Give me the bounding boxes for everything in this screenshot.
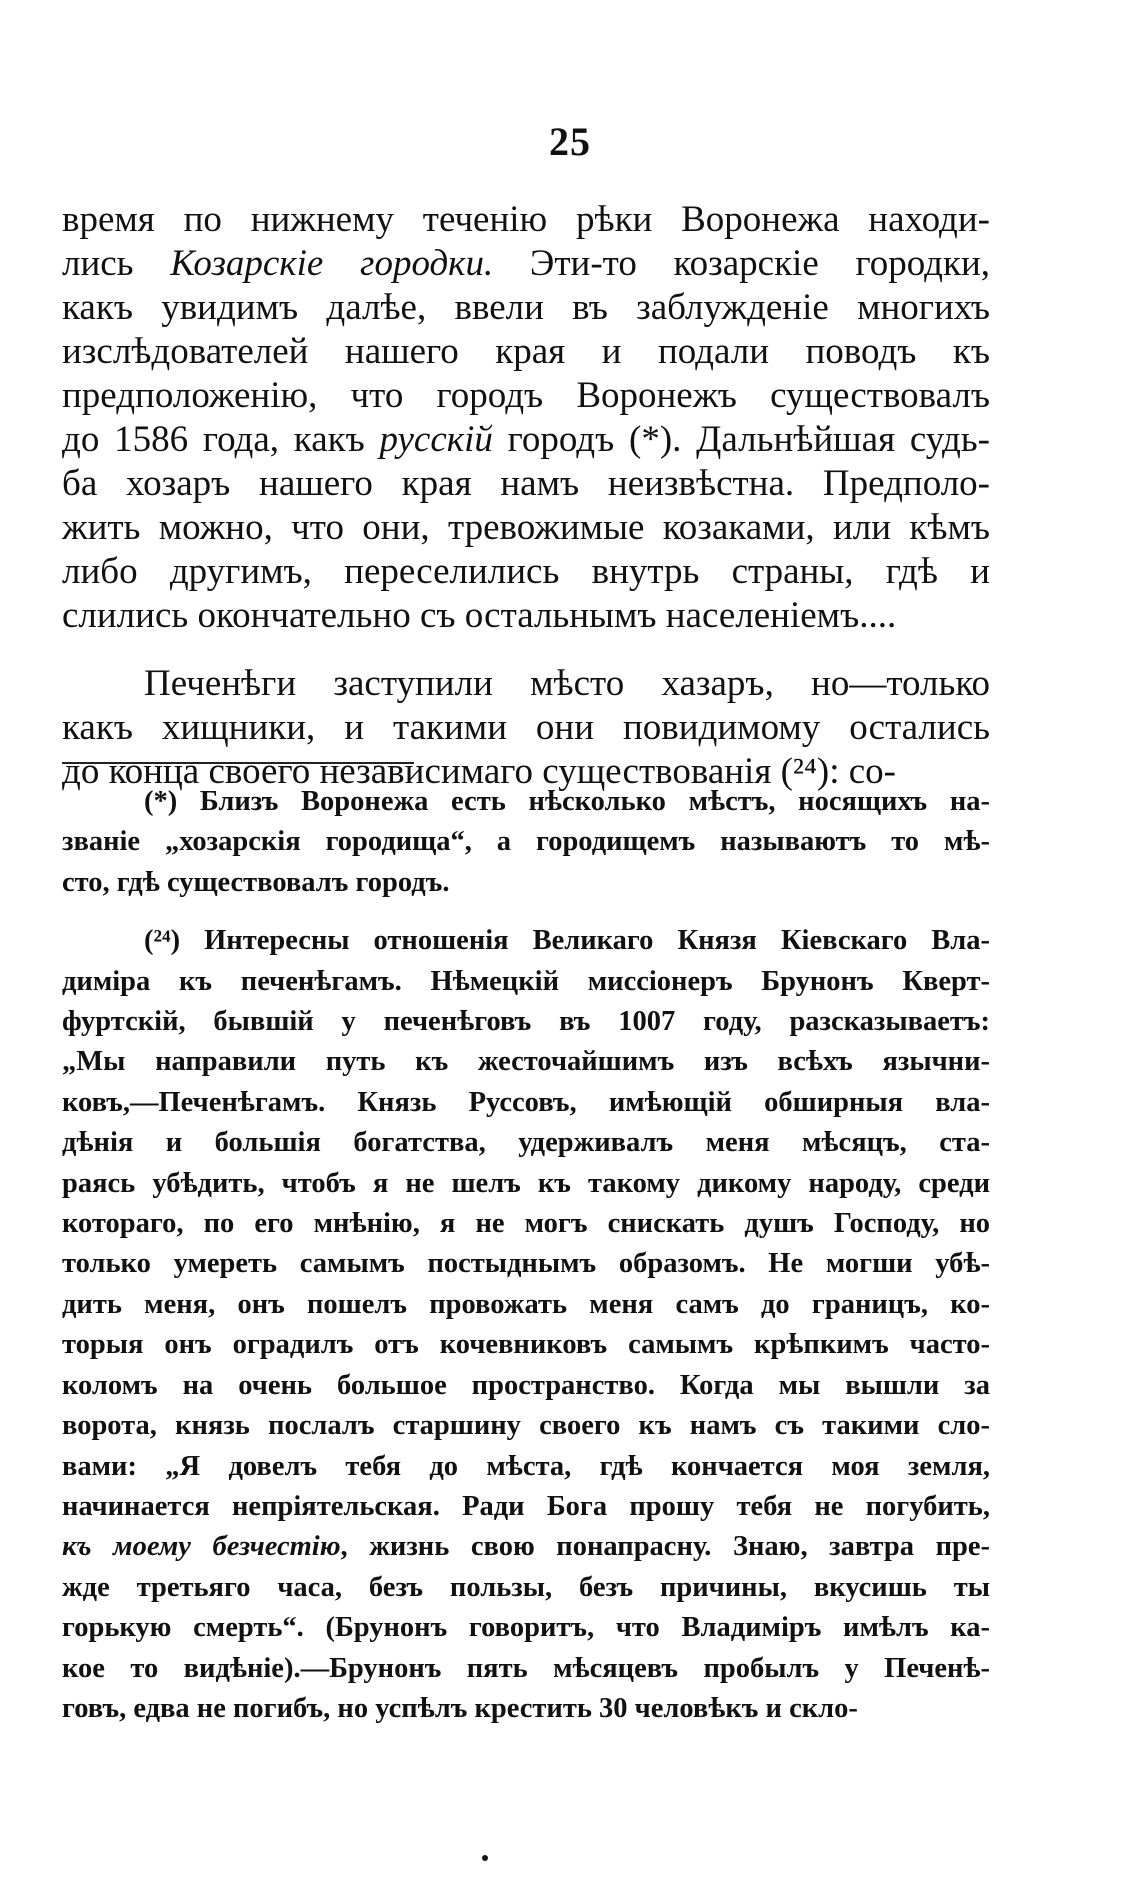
text-line: „Мы направили путь къ жесточайшимъ изъ всѣхъ язычни- bbox=[62, 1046, 990, 1078]
footnotes bbox=[62, 782, 990, 1747]
main-text bbox=[62, 198, 990, 818]
text-line: говъ, едва не погибъ, но успѣлъ крестить 30 человѣкъ и скло- bbox=[62, 1692, 858, 1724]
text-line: лись Козарскіе городки. Эти-то козарскіе городки, bbox=[62, 243, 991, 284]
text-line: ковъ,—Печенѣгамъ. Князь Руссовъ, имѣющій обширныя вла- bbox=[62, 1086, 990, 1118]
text-line: ба хозаръ нашего края намъ неизвѣстна. Предполо- bbox=[62, 463, 990, 504]
text-line: раясь убѣдить, чтобъ я не шелъ къ такому дикому народу, среди bbox=[62, 1167, 990, 1199]
text-line: время по нижнему теченію рѣки Воронежа находи- bbox=[62, 199, 990, 240]
text-line: торыя онъ оградилъ отъ кочевниковъ самымъ крѣпкимъ часто- bbox=[62, 1329, 990, 1361]
page-number: 25 bbox=[549, 119, 591, 164]
text-line: предположенію, что городъ Воронежъ существовалъ bbox=[62, 375, 990, 416]
footnote-star bbox=[62, 782, 990, 903]
text-line: ворота, князь послалъ старшину своего къ намъ съ такими сло- bbox=[62, 1410, 990, 1442]
text-line: Печенѣги заступили мѣсто хазаръ, но—только bbox=[144, 663, 990, 704]
text-line: дить меня, онъ пошелъ провожать меня самъ до границъ, ко- bbox=[62, 1288, 990, 1320]
text-line: коломъ на очень большое пространство. Когда мы вышли за bbox=[62, 1369, 990, 1401]
text-line: фуртскій, бывшій у печенѣговъ въ 1007 году, разсказываетъ: bbox=[62, 1006, 990, 1038]
text-line: кое то видѣніе).—Брунонъ пять мѣсяцевъ пробылъ у Печенѣ- bbox=[62, 1652, 990, 1684]
text-line: до 1586 года, какъ русскій городъ (*). Дальнѣйшая судь- bbox=[62, 419, 990, 460]
text-line: сто, гдѣ существовалъ городъ. bbox=[62, 866, 450, 898]
footnote-divider bbox=[62, 762, 414, 764]
text-line: изслѣдователей нашего края и подали поводъ къ bbox=[62, 331, 990, 372]
text-line: только умереть самымъ постыднымъ образомъ. Не могши убѣ- bbox=[62, 1248, 990, 1280]
italic-phrase: Козарскіе городки. bbox=[170, 243, 494, 284]
text-line: какъ хищники, и такими они повидимому остались bbox=[62, 707, 990, 748]
text-line: котораго, по его мнѣнію, я не могъ снискать душъ Господу, но bbox=[62, 1208, 990, 1240]
text-line: дѣнія и большія богатства, удерживалъ меня мѣсяцъ, ста- bbox=[62, 1127, 990, 1159]
text-line: либо другимъ, переселились внутрь страны, гдѣ и bbox=[62, 551, 990, 592]
text-line: начинается непріятельская. Ради Бога прошу тебя не погубить, bbox=[62, 1490, 990, 1522]
text-line: (*) Близъ Воронежа есть нѣсколько мѣстъ, носящихъ на- bbox=[144, 786, 990, 817]
paragraph-2 bbox=[62, 662, 990, 794]
text-line: слились окончательно съ остальнымъ населеніемъ.... bbox=[62, 595, 897, 636]
footnote-24 bbox=[62, 921, 990, 1729]
italic-phrase: русскій bbox=[379, 419, 493, 460]
text-line: (²⁴) Интересны отношенія Великаго Князя Кіевскаго Вла- bbox=[144, 925, 990, 957]
text-line: горькую смерть“. (Брунонъ говоритъ, что Владиміръ имѣлъ ка- bbox=[62, 1612, 990, 1644]
text-line: вами: „Я довелъ тебя до мѣста, гдѣ кончается моя земля, bbox=[62, 1450, 990, 1482]
text-line: жде третьяго часа, безъ пользы, безъ причины, вкусишь ты bbox=[62, 1571, 990, 1603]
text-line: до конца своего независимаго существованія (²⁴): со- bbox=[62, 751, 896, 792]
italic-phrase: къ моему безчестію bbox=[62, 1531, 341, 1563]
text-line: къ моему безчестію, жизнь свою понапрасну. Знаю, завтра пре- bbox=[62, 1531, 990, 1563]
text-line: диміра къ печенѣгамъ. Нѣмецкій миссіонеръ Брунонъ Кверт- bbox=[62, 965, 990, 997]
paragraph-1 bbox=[62, 198, 990, 638]
page-mark-dot bbox=[482, 1855, 488, 1861]
text-line: жить можно, что они, тревожимые козаками, или кѣмъ bbox=[62, 507, 990, 548]
text-line: какъ увидимъ далѣе, ввели въ заблужденіе многихъ bbox=[62, 287, 990, 328]
text-line: званіе „хозарскія городища“, а городищемъ называютъ то мѣ- bbox=[62, 826, 990, 858]
